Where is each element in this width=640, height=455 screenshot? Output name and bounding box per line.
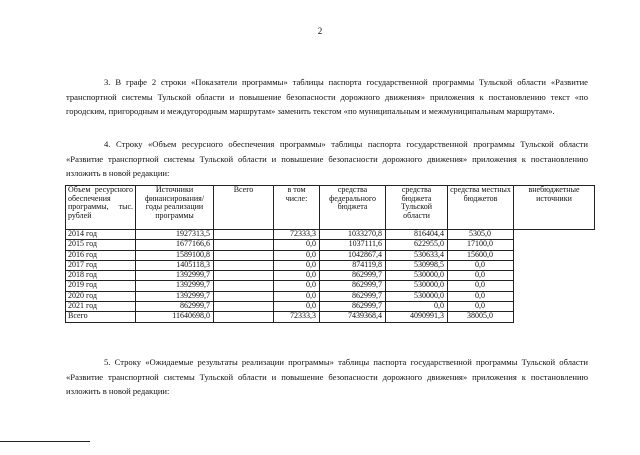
row-label-line4: рублей: [68, 210, 92, 220]
cell-federal: 0,0: [274, 302, 320, 312]
cell-local: 622955,0: [386, 240, 448, 250]
cell-federal: 0,0: [274, 271, 320, 281]
cell-year: 2016 год: [66, 250, 136, 260]
header-regional: средства бюджета Тульской области: [386, 186, 448, 230]
cell-federal: 72333,3: [274, 230, 320, 240]
cell-local: 816404,4: [386, 230, 448, 240]
paragraph-3: 3. В графе 2 строки «Показатели программы» таблицы паспорта государственной программы Тульской области «Развитие транспортной системы Тульской области и повышение безопасности дорожного движения» приложения к постановлению текст «по городским, пригородным и междугородным маршрутам» заменить текстом «по муниципальным и межмуниципальным маршрутам».: [66, 77, 588, 116]
resource-table: [65, 185, 595, 323]
row-label-line2: обеспечения: [68, 193, 111, 203]
table-row: [66, 291, 595, 301]
cell-year: 2019 год: [66, 281, 136, 291]
cell-including-empty: [214, 281, 274, 291]
cell-federal: 0,0: [274, 250, 320, 260]
cell-including-empty: [214, 240, 274, 250]
cell-federal: 0,0: [274, 240, 320, 250]
table-header-row: [66, 186, 595, 230]
row-label-cell: [66, 186, 136, 230]
cell-including-empty: [214, 230, 274, 240]
cell-regional: 7439368,4: [320, 312, 386, 322]
cell-regional: 862999,7: [320, 281, 386, 291]
footnote-rule: [0, 441, 90, 442]
row-label-line1-left: Объем: [68, 185, 91, 194]
cell-including-empty: [214, 271, 274, 281]
table-row: [66, 281, 595, 291]
cell-regional: 862999,7: [320, 302, 386, 312]
table-row: [66, 312, 595, 322]
cell-total: 1927313,5: [136, 230, 214, 240]
cell-total: 1677166,6: [136, 240, 214, 250]
cell-local: 4090991,3: [386, 312, 448, 322]
table-row: [66, 260, 595, 270]
cell-total: 1392999,7: [136, 291, 214, 301]
cell-regional: 1033270,8: [320, 230, 386, 240]
table-row: [66, 302, 595, 312]
table-row: [66, 240, 595, 250]
table-row: [66, 250, 595, 260]
cell-total: 1392999,7: [136, 281, 214, 291]
cell-extra: 0,0: [448, 291, 514, 301]
cell-local: 530000,0: [386, 281, 448, 291]
cell-federal: 0,0: [274, 281, 320, 291]
cell-local: 530633,4: [386, 250, 448, 260]
cell-regional: 862999,7: [320, 271, 386, 281]
cell-extra: 0,0: [448, 271, 514, 281]
cell-local: 530000,0: [386, 271, 448, 281]
cell-total: 11640698,0: [136, 312, 214, 322]
cell-federal: 72333,3: [274, 312, 320, 322]
cell-regional: 1042867,4: [320, 250, 386, 260]
page-number: 2: [317, 26, 323, 36]
header-federal: средства федерального бюджета: [320, 186, 386, 230]
cell-local: 0,0: [386, 302, 448, 312]
cell-extra: 17100,0: [448, 240, 514, 250]
cell-total: 1392999,7: [136, 271, 214, 281]
cell-extra: 5305,0: [448, 230, 514, 240]
cell-local: 530998,5: [386, 260, 448, 270]
table-row: [66, 271, 595, 281]
header-total: Всего: [214, 186, 274, 230]
header-local: средства местных бюджетов: [448, 186, 514, 230]
header-extra: внебюджетные источники: [514, 186, 595, 230]
cell-total: 862999,7: [136, 302, 214, 312]
cell-including-empty: [214, 312, 274, 322]
cell-year: 2017 год: [66, 260, 136, 270]
cell-extra: 0,0: [448, 302, 514, 312]
cell-regional: 874119,8: [320, 260, 386, 270]
cell-extra: 15600,0: [448, 250, 514, 260]
row-label-line3-left: программы,: [68, 202, 109, 212]
cell-extra: 38005,0: [448, 312, 514, 322]
cell-year: 2018 год: [66, 271, 136, 281]
cell-year: 2014 год: [66, 230, 136, 240]
cell-extra: 0,0: [448, 260, 514, 270]
cell-total: 1589100,8: [136, 250, 214, 260]
cell-year: Всего: [66, 312, 136, 322]
header-including: в том числе:: [274, 186, 320, 230]
cell-federal: 0,0: [274, 260, 320, 270]
cell-extra: 0,0: [448, 281, 514, 291]
cell-federal: 0,0: [274, 291, 320, 301]
cell-regional: 1037111,6: [320, 240, 386, 250]
cell-year: 2015 год: [66, 240, 136, 250]
paragraph-5: 5. Строку «Ожидаемые результаты реализации программы» таблицы паспорта государственной программы Тульской области «Развитие транспортной системы Тульской области и повышение безопасности дорожного движения» приложения к постановлению изложить в новой редакции:: [66, 357, 588, 396]
cell-year: 2020 год: [66, 291, 136, 301]
table-body: [66, 230, 595, 323]
cell-including-empty: [214, 250, 274, 260]
cell-year: 2021 год: [66, 302, 136, 312]
row-label-line3-right: тыс.: [118, 202, 133, 212]
table-row: [66, 230, 595, 240]
row-label-line1-right: ресурсного: [94, 185, 133, 194]
header-sources: Источники финансирования/ годы реализации программы: [136, 186, 214, 230]
cell-including-empty: [214, 302, 274, 312]
paragraph-4: 4. Строку «Объем ресурсного обеспечения программы» таблицы паспорта государственной программы Тульской области «Развитие транспортной системы Тульской области и повышение безопасности дорожного движения» приложения к постановлению изложить в новой редакции:: [66, 139, 588, 178]
cell-including-empty: [214, 260, 274, 270]
cell-total: 1405118,3: [136, 260, 214, 270]
cell-including-empty: [214, 291, 274, 301]
cell-regional: 862999,7: [320, 291, 386, 301]
cell-local: 530000,0: [386, 291, 448, 301]
